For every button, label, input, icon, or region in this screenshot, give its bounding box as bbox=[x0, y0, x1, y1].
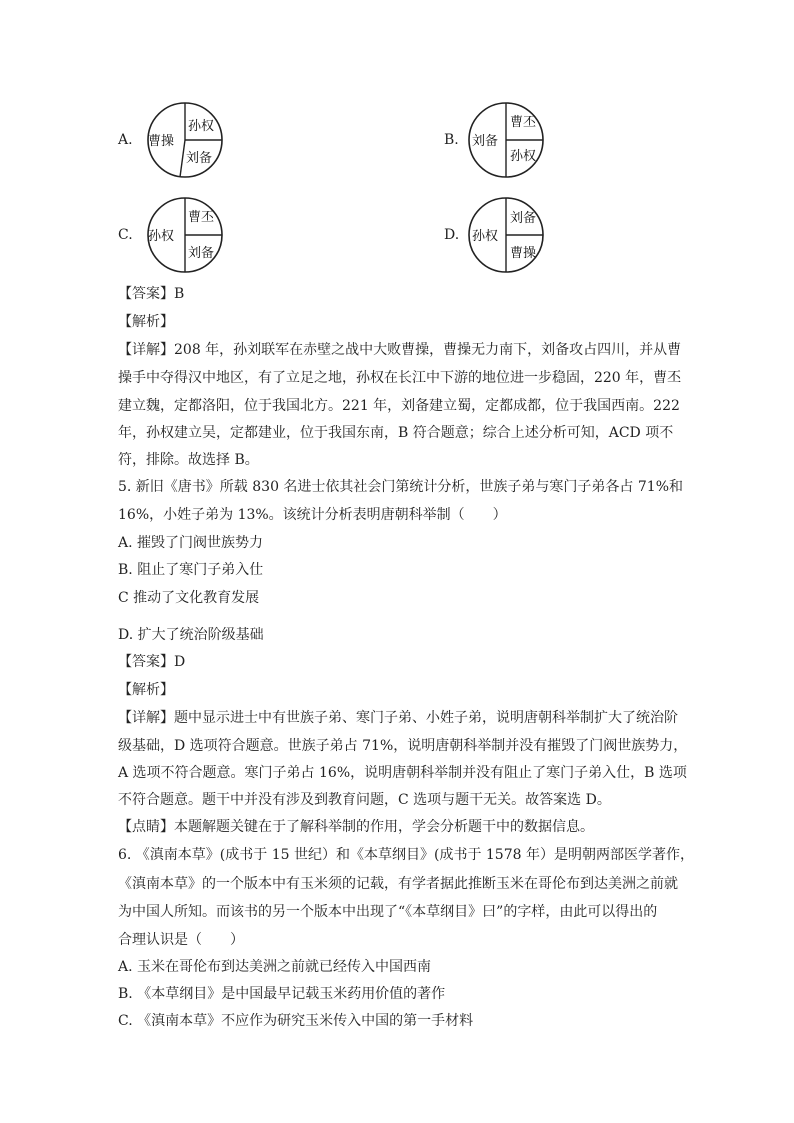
q6-option-b: B. 《本草纲目》是中国最早记载玉米药用价值的著作 bbox=[118, 986, 446, 1002]
q5-option-a: A. 摧毁了门阀世族势力 bbox=[118, 535, 264, 551]
pie-label: 曹丕 bbox=[188, 210, 215, 225]
q5-stem-line: 16%，小姓子弟为 13%。该统计分析表明唐朝科举制（ ） bbox=[118, 507, 507, 523]
option-letter: A. bbox=[118, 132, 133, 148]
q6-stem-line: 为中国人所知。而该书的另一个版本中出现了“《本草纲目》曰”的字样，由此可以得出的 bbox=[118, 904, 658, 920]
q4-detail-line: 建立魏，定都洛阳，位于我国北方。221 年，刘备建立蜀，定都成都，位于我国西南。222 bbox=[118, 398, 680, 414]
pie-label: 孙权 bbox=[472, 229, 499, 244]
q5-detail-line: 级基础，D 选项符合题意。世族子弟占 71%，说明唐朝科举制并没有摧毁了门阀世族势力， bbox=[118, 738, 688, 754]
q4-detail-line: 操手中夺得汉中地区，有了立足之地，孙权在长江中下游的地位进一步稳固，220 年，曹丕 bbox=[118, 370, 682, 386]
q4-detail-line: 年，孙权建立吴，定都建业，位于我国东南，B 符合题意；综合上述分析可知，ACD 项不 bbox=[118, 425, 674, 441]
q4-answer: 【答案】B bbox=[118, 286, 185, 302]
q6-stem-line: 合理认识是（ ） bbox=[118, 932, 244, 948]
q5-answer: 【答案】D bbox=[118, 654, 186, 670]
option-letter: B. bbox=[444, 132, 459, 148]
q6-option-c: C. 《滇南本草》不应作为研究玉米传入中国的第一手材料 bbox=[118, 1013, 474, 1029]
option-letter: D. bbox=[444, 227, 460, 243]
q4-detail-line: 符，排除。故选择 B。 bbox=[118, 452, 259, 468]
pie-label: 曹丕 bbox=[510, 115, 537, 130]
q6-stem-line: 6. 《滇南本草》(成书于 15 世纪）和《本草纲目》(成书于 1578 年）是明朝两部医学著作， bbox=[118, 847, 694, 863]
option-b-pie bbox=[466, 100, 556, 184]
pie-label: 孙权 bbox=[148, 229, 175, 244]
option-a-pie bbox=[140, 100, 230, 184]
option-c-pie bbox=[140, 195, 230, 279]
pie-label: 刘备 bbox=[186, 151, 213, 166]
pie-label: 曹操 bbox=[148, 134, 175, 149]
q5-comment: 【点睛】本题解题关键在于了解科举制的作用，学会分析题干中的数据信息。 bbox=[118, 819, 594, 835]
q6-option-a: A. 玉米在哥伦布到达美洲之前就已经传入中国西南 bbox=[118, 959, 432, 975]
q5-analysis-tag: 【解析】 bbox=[118, 682, 174, 698]
q5-option-b: B. 阻止了寒门子弟入仕 bbox=[118, 562, 264, 578]
option-letter: C. bbox=[118, 227, 133, 243]
q5-option-c: C 推动了文化教育发展 bbox=[118, 590, 260, 606]
pie-label: 曹操 bbox=[510, 246, 537, 261]
option-d-pie bbox=[466, 195, 556, 279]
pie-label: 刘备 bbox=[510, 211, 537, 226]
q4-analysis-tag: 【解析】 bbox=[118, 314, 174, 330]
q5-detail-line: 不符合题意。题干中并没有涉及到教育问题，C 选项与题干无关。故答案选 D。 bbox=[118, 792, 611, 808]
q6-stem-line: 《滇南本草》的一个版本中有玉米须的记载，有学者据此推断玉米在哥伦布到达美洲之前就 bbox=[118, 876, 678, 892]
q4-detail-line: 【详解】208 年，孙刘联军在赤壁之战中大败曹操，曹操无力南下，刘备攻占四川，并从曹 bbox=[118, 342, 682, 358]
q5-option-d: D. 扩大了统治阶级基础 bbox=[118, 627, 264, 643]
q5-detail-line: A 选项不符合题意。寒门子弟占 16%，说明唐朝科举制并没有阻止了寒门子弟入仕，B 选项 bbox=[118, 765, 687, 781]
pie-label: 孙权 bbox=[188, 119, 215, 134]
q5-stem-line: 5. 新旧《唐书》所载 830 名进士依其社会门第统计分析，世族子弟与寒门子弟各占 71%和 bbox=[118, 479, 683, 495]
q5-detail-line: 【详解】题中显示进士中有世族子弟、寒门子弟、小姓子弟，说明唐朝科举制扩大了统治阶 bbox=[118, 710, 678, 726]
pie-label: 刘备 bbox=[472, 134, 499, 149]
pie-label: 刘备 bbox=[188, 246, 215, 261]
pie-label: 孙权 bbox=[510, 149, 537, 164]
